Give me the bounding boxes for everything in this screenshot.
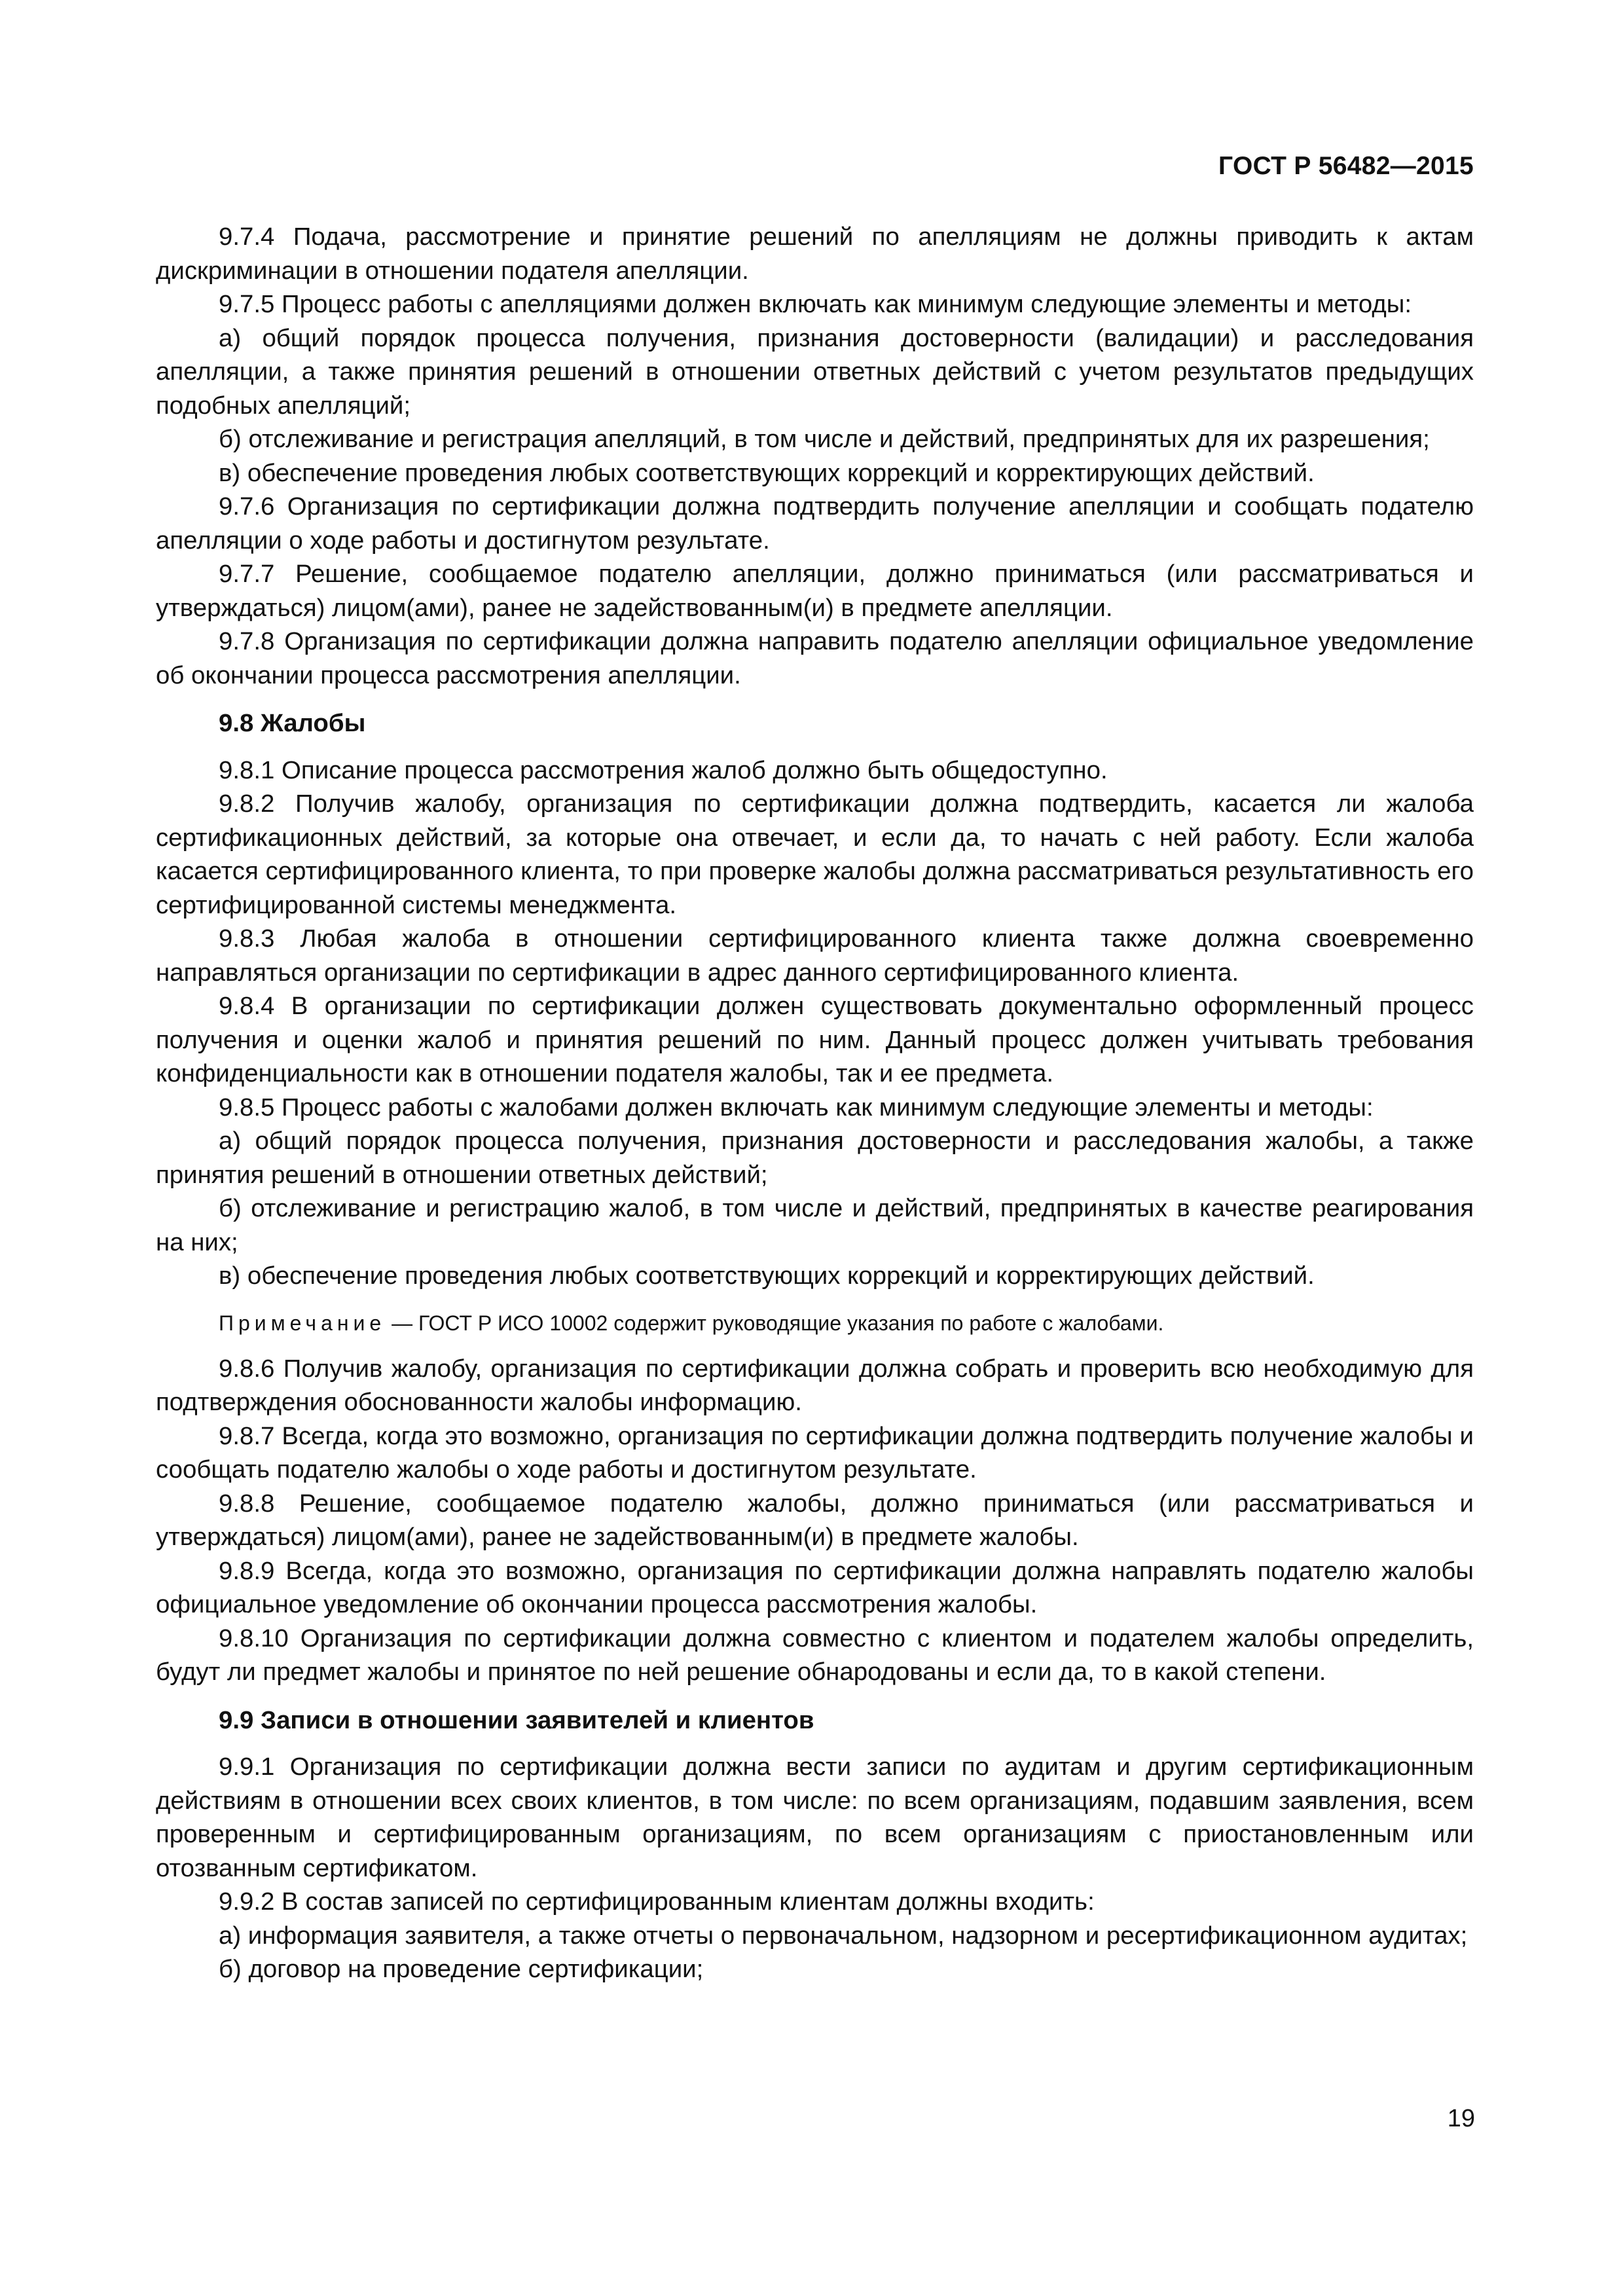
note	[219, 1307, 1474, 1339]
paragraph-9-7-5: 9.7.5 Процесс работы с апелляциями должен включать как минимум следующие элементы и методы:	[219, 290, 1412, 318]
section-heading-9-8: 9.8 Жалобы	[219, 709, 366, 737]
paragraph-9-8-10: 9.8.10 Организация по сертификации должна совместно с клиентом и подателем жалобы определить, будут ли предмет жалобы и принятое по ней решение обнародованы и если да, то в какой степени.	[156, 1624, 1474, 1686]
list-item-b: б) отслеживание и регистрация апелляций, в том числе и действий, предпринятых для их разрешения;	[219, 425, 1430, 453]
paragraph-9-8-4: 9.8.4 В организации по сертификации должен существовать документально оформленный процесс получения и оценки жалоб и принятия решений по ним. Данный процесс должен учитывать требования конфиденциальности как в отношении подателя жалобы, так и ее предмета.	[156, 992, 1474, 1087]
paragraph-9-8-3: 9.8.3 Любая жалоба в отношении сертифицированного клиента также должна своевременно направляться организации по сертификации в адрес данного сертифицированного клиента.	[156, 924, 1474, 987]
paragraph-9-8-2: 9.8.2 Получив жалобу, организация по сертификации должна подтвердить, касается ли жалоба сертификационных действий, за которые она отвечает, и если да, то начать с ней работу. Если жалоба касается сертифицированного клиента, то при проверке жалобы должна рассматриваться результативность его сертифицированной системы менеджмента.	[156, 790, 1474, 919]
paragraph-9-7-4: 9.7.4 Подача, рассмотрение и принятие решений по апелляциям не должны приводить к актам дискриминации в отношении подателя апелляции.	[156, 223, 1474, 285]
list-item-a: а) общий порядок процесса получения, признания достоверности (валидации) и расследования апелляции, а также принятия решений в отношении ответных действий с учетом результатов предыдущих подобных апелляций;	[156, 323, 1474, 420]
note-text: — ГОСТ Р ИСО 10002 содержит руководящие указания по работе с жалобами.	[386, 1311, 1164, 1335]
list-item-a: а) общий порядок процесса получения, признания достоверности и расследования жалобы, а также принятия решений в отношении ответных действий;	[156, 1127, 1474, 1189]
paragraph-9-9-2: 9.9.2 В состав записей по сертифицированным клиентам должны входить:	[219, 1887, 1095, 1916]
list-item-b: б) договор на проведение сертификации;	[219, 1955, 704, 1983]
paragraph-9-8-8: 9.8.8 Решение, сообщаемое подателю жалобы, должно приниматься (или рассматриваться и утверждаться) лицом(ами), ранее не задействованным(и) в предмете жалобы.	[156, 1489, 1474, 1551]
paragraph-9-8-7: 9.8.7 Всегда, когда это возможно, организация по сертификации должна подтвердить получение жалобы и сообщать подателю жалобы о ходе работы и достигнутом результате.	[156, 1421, 1474, 1484]
document-body	[156, 220, 1474, 1986]
list-item-v: в) обеспечение проведения любых соответствующих коррекций и корректирующих действий.	[219, 458, 1315, 487]
note-label: Примечание	[219, 1311, 386, 1335]
paragraph-9-7-6: 9.7.6 Организация по сертификации должна подтвердить получение апелляции и сообщать подателю апелляции о ходе работы и достигнутом результате.	[156, 492, 1474, 555]
list-item-a: а) информация заявителя, а также отчеты о первоначальном, надзорном и ресертификационном аудитах;	[219, 1921, 1468, 1950]
paragraph-9-8-5: 9.8.5 Процесс работы с жалобами должен включать как минимум следующие элементы и методы:	[219, 1093, 1374, 1121]
document-code-header: ГОСТ Р 56482—2015	[1218, 152, 1474, 180]
section-heading-9-9: 9.9 Записи в отношении заявителей и клиентов	[219, 1705, 814, 1734]
paragraph-9-8-1: 9.8.1 Описание процесса рассмотрения жалоб должно быть общедоступно.	[219, 756, 1108, 784]
paragraph-9-8-9: 9.8.9 Всегда, когда это возможно, организация по сертификации должна направлять подателю жалобы официальное уведомление об окончании процесса рассмотрения жалобы.	[156, 1556, 1474, 1618]
paragraph-9-7-8: 9.7.8 Организация по сертификации должна направить подателю апелляции официальное уведомление об окончании процесса рассмотрения апелляции.	[156, 627, 1474, 689]
page-number: 19	[1447, 2105, 1475, 2132]
paragraph-9-9-1: 9.9.1 Организация по сертификации должна вести записи по аудитам и другим сертификационным действиям в отношении всех своих клиентов, в том числе: по всем организациям, подавшим заявления, всем проверенным и сертифицированным организациям, по всем организациям с приостановленным или отозванным сертификатом.	[156, 1753, 1474, 1882]
list-item-v: в) обеспечение проведения любых соответствующих коррекций и корректирующих действий.	[219, 1262, 1315, 1290]
paragraph-9-8-6: 9.8.6 Получив жалобу, организация по сертификации должна собрать и проверить всю необходимую для подтверждения обоснованности жалобы информацию.	[156, 1354, 1474, 1416]
list-item-b: б) отслеживание и регистрацию жалоб, в том числе и действий, предпринятых в качестве реагирования на них;	[156, 1194, 1474, 1256]
paragraph-9-7-7: 9.7.7 Решение, сообщаемое подателю апелляции, должно приниматься (или рассматриваться и утверждаться) лицом(ами), ранее не задействованным(и) в предмете апелляции.	[156, 560, 1474, 622]
